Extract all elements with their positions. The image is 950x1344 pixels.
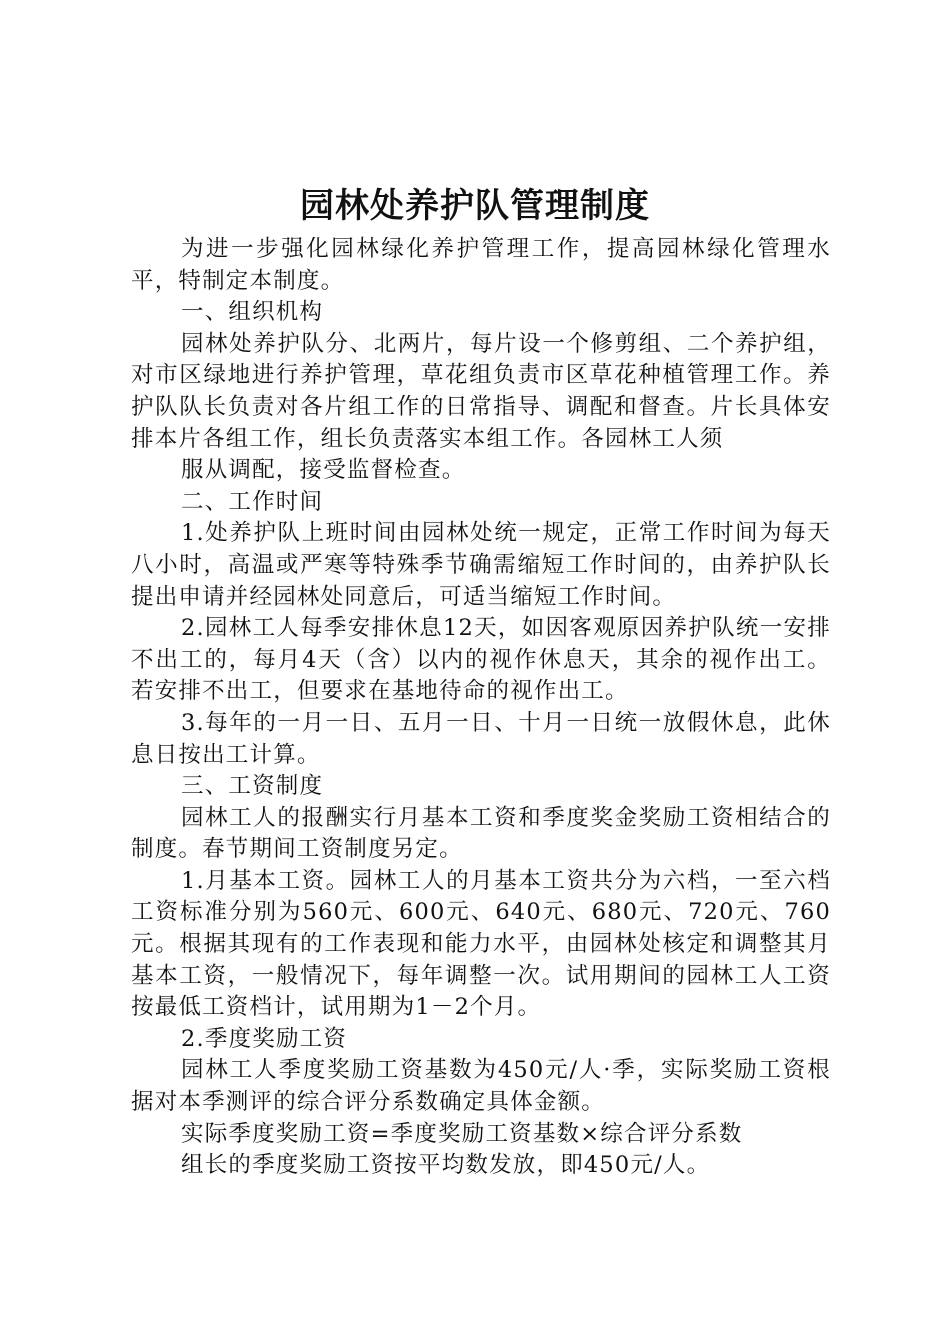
paragraph-wage-intro: 园林工人的报酬实行月基本工资和季度奖金奖励工资相结合的制度。春节期间工资制度另定。 xyxy=(131,804,831,863)
paragraph-work-time-2: 2.园林工人每季安排休息12天，如因客观原因养护队统一安排不出工的，每月4天（含）以内的视作休息天，其余的视作出工。若安排不出工，但要求在基地待命的视作出工。 xyxy=(131,615,831,705)
paragraph-bonus-formula: 实际季度奖励工资=季度奖励工资基数×综合评分系数 xyxy=(181,1120,743,1147)
paragraph-organization: 园林处养护队分、北两片，每片设一个修剪组、二个养护组，对市区绿地进行养护管理，草花组负责市区草花种植管理工作。养护队队长负责对各片组工作的日常指导、调配和督查。片长具体安排本片各组工作，组长负责落实本组工作。各园林工人须 xyxy=(131,330,831,452)
paragraph-obey-dispatch: 服从调配，接受监督检查。 xyxy=(181,457,466,484)
paragraph-work-time-3: 3.每年的一月一日、五月一日、十月一日统一放假休息，此休息日按出工计算。 xyxy=(131,709,831,768)
paragraph-quarterly-bonus: 园林工人季度奖励工资基数为450元/人·季，实际奖励工资根据对本季测评的综合评分系数确定具体金额。 xyxy=(131,1057,831,1116)
paragraph-work-time-1: 1.处养护队上班时间由园林处统一规定，正常工作时间为每天八小时，高温或严寒等特殊季节确需缩短工作时间的，由养护队长提出申请并经园林处同意后，可适当缩短工作时间。 xyxy=(131,520,831,610)
section-heading-organization: 一、组织机构 xyxy=(181,299,324,326)
document-title: 园林处养护队管理制度 xyxy=(300,186,650,226)
section-heading-work-time: 二、工作时间 xyxy=(181,488,324,515)
subheading-quarterly-bonus: 2.季度奖励工资 xyxy=(181,1025,348,1052)
paragraph-leader-bonus: 组长的季度奖励工资按平均数发放，即450元/人。 xyxy=(181,1152,711,1179)
paragraph-intro: 为进一步强化园林绿化养护管理工作，提高园林绿化管理水平，特制定本制度。 xyxy=(131,236,831,294)
section-heading-wage: 三、工资制度 xyxy=(181,773,324,800)
paragraph-monthly-wage: 1.月基本工资。园林工人的月基本工资共分为六档，一至六档工资标准分别为560元、600元、640元、680元、720元、760元。根据其现有的工作表现和能力水平，由园林处核定和调整其月基本工资，一般情况下，每年调整一次。试用期间的园林工人工资按最低工资档计，试用期为1－2个月。 xyxy=(131,867,831,1021)
document-body xyxy=(131,234,831,1182)
